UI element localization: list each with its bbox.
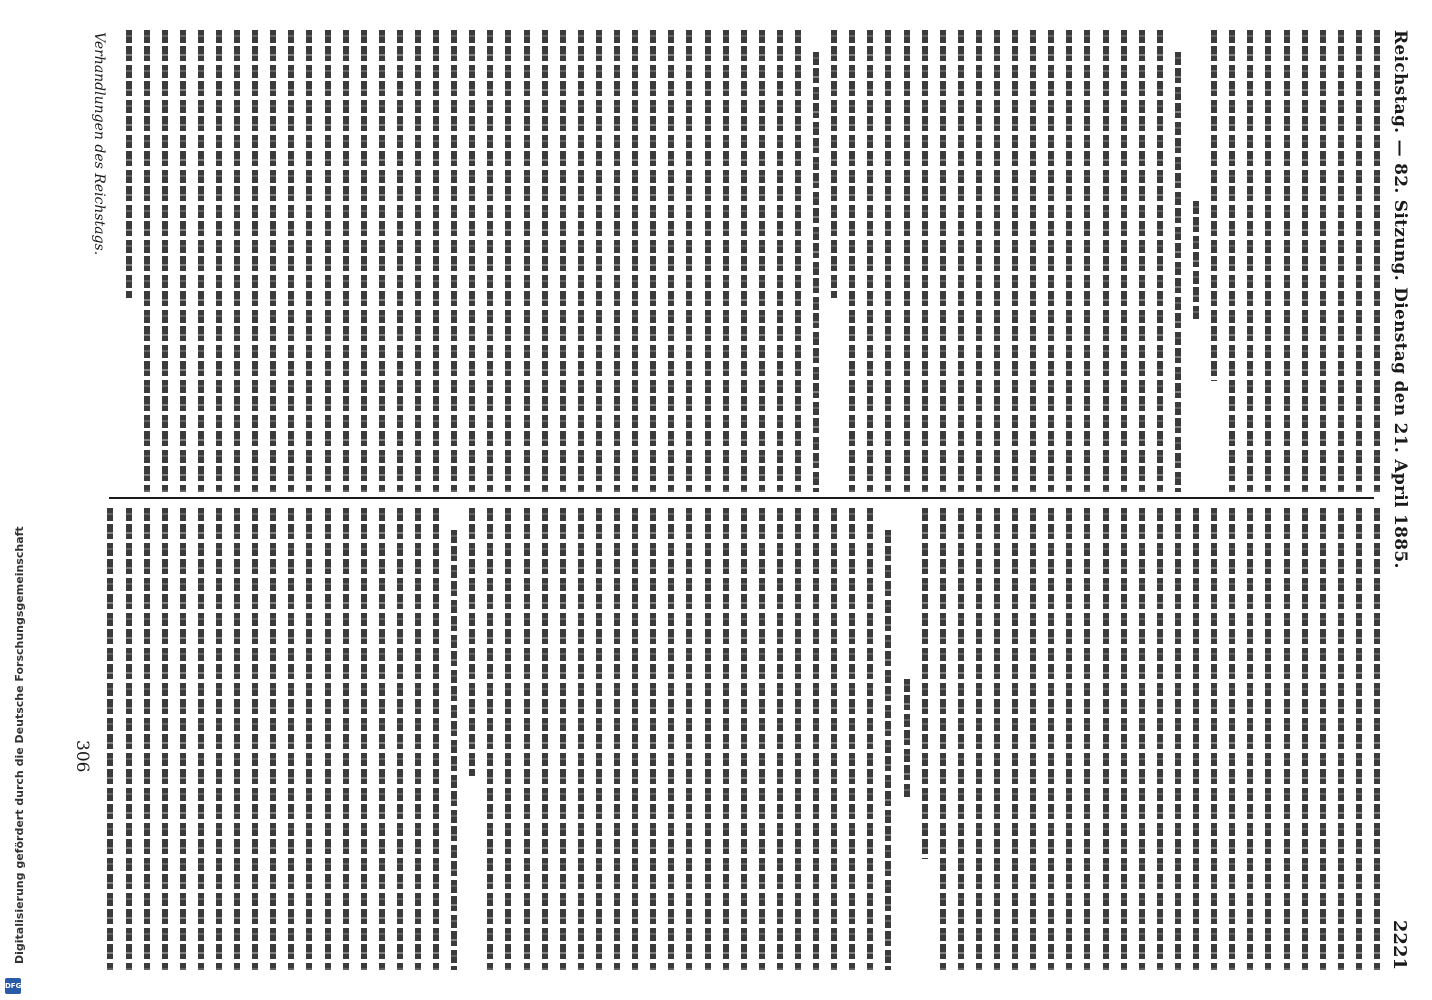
text-line xyxy=(813,508,819,970)
text-line xyxy=(632,508,638,970)
text-line xyxy=(1048,30,1054,492)
text-line xyxy=(1103,508,1109,970)
text-line xyxy=(1012,30,1018,492)
dfg-logo-icon: DFG xyxy=(5,978,21,994)
text-line xyxy=(1338,508,1344,970)
text-line xyxy=(379,30,385,492)
text-line xyxy=(741,508,747,970)
text-line xyxy=(524,508,530,970)
text-line xyxy=(1338,30,1344,492)
text-line xyxy=(1284,508,1290,970)
text-line xyxy=(469,508,475,776)
text-line xyxy=(1175,508,1181,970)
text-line xyxy=(831,508,837,970)
page-number: 2221 xyxy=(1389,919,1410,970)
text-line xyxy=(180,30,186,492)
signature-mark: 306 xyxy=(72,740,92,773)
text-line xyxy=(198,508,204,970)
text-line xyxy=(1211,508,1217,970)
text-line xyxy=(1193,201,1199,321)
text-line xyxy=(777,508,783,970)
text-column-right xyxy=(105,508,1380,970)
text-line xyxy=(397,30,403,492)
text-line xyxy=(578,30,584,492)
text-line xyxy=(162,30,168,492)
text-line xyxy=(469,30,475,492)
text-line xyxy=(596,30,602,492)
column-divider xyxy=(109,497,1374,499)
text-line xyxy=(451,30,457,492)
text-line xyxy=(216,508,222,970)
text-line xyxy=(922,30,928,492)
marginal-note: Verhandlungen des Reichstags. xyxy=(91,32,107,256)
text-line xyxy=(795,508,801,970)
text-line xyxy=(632,30,638,492)
text-line xyxy=(1229,508,1235,970)
text-line xyxy=(252,30,258,492)
text-line xyxy=(596,508,602,970)
text-line xyxy=(976,508,982,970)
digitization-credit xyxy=(0,0,26,1000)
text-line xyxy=(234,30,240,492)
text-line xyxy=(1103,30,1109,492)
text-line xyxy=(759,30,765,492)
text-line xyxy=(849,508,855,970)
text-line xyxy=(831,30,837,298)
text-line xyxy=(216,30,222,492)
text-line xyxy=(252,508,258,970)
text-line xyxy=(1139,508,1145,970)
text-line xyxy=(270,30,276,492)
text-line xyxy=(487,508,493,970)
text-line xyxy=(849,30,855,492)
text-line xyxy=(162,508,168,970)
text-line xyxy=(451,530,457,970)
text-line xyxy=(288,508,294,970)
text-line xyxy=(940,508,946,970)
text-line xyxy=(668,30,674,492)
text-line xyxy=(487,30,493,492)
text-line xyxy=(614,508,620,970)
text-line xyxy=(795,30,801,492)
credit-text: Digitalisierung gefördert durch die Deutsche Forschungsgemeinschaft xyxy=(13,526,26,964)
text-line xyxy=(904,30,910,492)
text-line xyxy=(614,30,620,492)
text-line xyxy=(126,30,132,298)
text-line xyxy=(306,30,312,492)
text-line xyxy=(1066,508,1072,970)
text-line xyxy=(1030,508,1036,970)
text-line xyxy=(1121,30,1127,492)
text-line xyxy=(885,530,891,970)
text-line xyxy=(1066,30,1072,492)
text-line xyxy=(1265,30,1271,492)
text-line xyxy=(397,508,403,970)
text-line xyxy=(306,508,312,970)
text-line xyxy=(415,508,421,970)
text-line xyxy=(1374,508,1380,970)
text-line xyxy=(1247,508,1253,970)
text-line xyxy=(433,30,439,492)
text-line xyxy=(958,508,964,970)
text-line xyxy=(1302,508,1308,970)
text-line xyxy=(234,508,240,970)
text-line xyxy=(506,30,512,492)
text-line xyxy=(1048,508,1054,970)
text-line xyxy=(1265,508,1271,970)
text-line xyxy=(1284,30,1290,492)
text-line xyxy=(922,508,928,859)
text-line xyxy=(1356,30,1362,492)
text-line xyxy=(759,508,765,970)
text-line xyxy=(1085,508,1091,970)
text-line xyxy=(144,30,150,492)
text-line xyxy=(1030,30,1036,492)
text-line xyxy=(361,30,367,492)
text-line xyxy=(940,30,946,492)
text-line xyxy=(705,30,711,492)
text-line xyxy=(650,30,656,492)
text-line xyxy=(578,508,584,970)
text-line xyxy=(867,508,873,970)
text-line xyxy=(650,508,656,970)
text-line xyxy=(994,508,1000,970)
text-line xyxy=(325,508,331,970)
running-title: Reichstag. — 82. Sitzung. Dienstag den 21. April 1885. xyxy=(1390,30,1410,569)
text-line xyxy=(741,30,747,492)
text-line xyxy=(524,30,530,492)
text-line xyxy=(1121,508,1127,970)
text-line xyxy=(1247,30,1253,492)
text-line xyxy=(994,30,1000,492)
text-line xyxy=(813,52,819,492)
text-line xyxy=(885,30,891,492)
text-column-left xyxy=(105,30,1380,492)
text-line xyxy=(1157,508,1163,970)
text-line xyxy=(126,508,132,970)
text-line xyxy=(958,30,964,492)
text-line xyxy=(723,508,729,970)
text-line xyxy=(1175,52,1181,492)
text-line xyxy=(415,30,421,492)
text-line xyxy=(668,508,674,970)
text-line xyxy=(542,508,548,970)
text-line xyxy=(1302,30,1308,492)
text-line xyxy=(1193,508,1199,970)
text-line xyxy=(1320,508,1326,970)
text-line xyxy=(1374,30,1380,492)
text-line xyxy=(270,508,276,970)
text-line xyxy=(976,30,982,492)
text-line xyxy=(1356,508,1362,970)
text-line xyxy=(180,508,186,970)
text-line xyxy=(361,508,367,970)
text-line xyxy=(867,30,873,492)
text-line xyxy=(1157,30,1163,492)
text-line xyxy=(506,508,512,970)
text-line xyxy=(325,30,331,492)
text-line xyxy=(777,30,783,492)
text-line xyxy=(723,30,729,492)
text-line xyxy=(198,30,204,492)
text-line xyxy=(686,508,692,970)
text-line xyxy=(1012,508,1018,970)
text-line xyxy=(1320,30,1326,492)
text-line xyxy=(542,30,548,492)
text-line xyxy=(433,508,439,970)
text-line xyxy=(560,30,566,492)
text-line xyxy=(288,30,294,492)
text-line xyxy=(144,508,150,970)
text-line xyxy=(107,508,113,970)
text-line xyxy=(1085,30,1091,492)
text-line xyxy=(1211,30,1217,381)
text-line xyxy=(343,508,349,970)
text-line xyxy=(560,508,566,970)
text-line xyxy=(1139,30,1145,492)
text-line xyxy=(343,30,349,492)
text-line xyxy=(686,30,692,492)
page-header xyxy=(1384,30,1414,970)
text-line xyxy=(379,508,385,970)
text-line xyxy=(1229,30,1235,492)
text-line xyxy=(705,508,711,970)
text-line xyxy=(904,679,910,799)
